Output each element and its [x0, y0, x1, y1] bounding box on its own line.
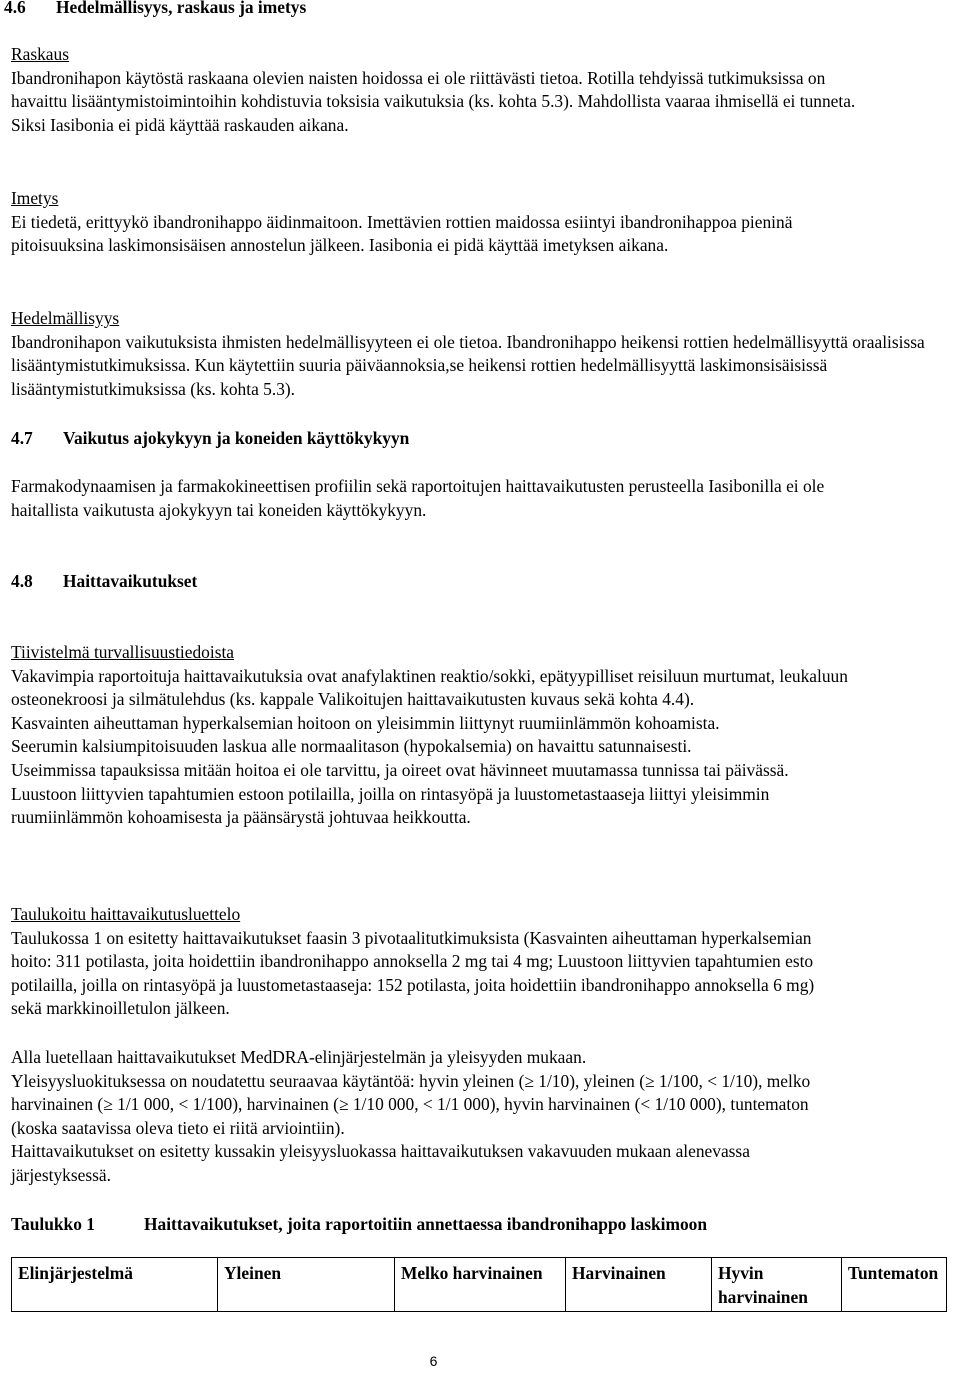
summary-paragraph-2: Kasvainten aiheuttaman hyperkalsemian hoitoon on yleisimmin liittynyt ruumiinlämmön kohoamista.: [11, 712, 720, 733]
adverse-effects-table: [11, 1257, 947, 1312]
meddra-paragraph-3: Haittavaikutukset on esitetty kussakin yleisyysluokassa haittavaikutuksen vakavuuden mukaan alenevassa järjestyksessä.: [11, 1141, 750, 1185]
list-heading: Taulukoitu haittavaikutusluettelo: [11, 904, 241, 924]
raskaus-paragraph: Ibandronihapon käytöstä raskaana olevien naisten hoidossa ei ole riittävästi tietoa. Rotilla tehdyissä tutkimuksissa on havaittu lisääntymistoimintoihin kohdistuvia toksisia vaikutuksia (ks. kohta 5.3). Mahdollista vaaraa ihmisellä ei tunneta. Siksi Iasibonia ei pidä käyttää raskauden aikana.: [11, 67, 856, 135]
section-title: Vaikutus ajokykyyn ja koneiden käyttökykyyn: [63, 428, 410, 448]
header-cell: Tuntematon: [842, 1258, 947, 1312]
section-number: 4.6: [4, 0, 26, 17]
list-paragraph: Taulukossa 1 on esitetty haittavaikutukset faasin 3 pivotaalitutkimuksista (Kasvainten aiheuttaman hyperkalsemian hoito: 311 potilasta, joita hoidettiin ibandronihappo annoksella 2 mg tai 4 mg; Luustoon liittyvien tapahtumien esto potilailla, joilla on rintasyöpä ja luustometastaaseja: 152 potilasta, joita hoidettiin ibandronihappo annoksella 6 mg) sekä markkinoilletulon jälkeen.: [11, 927, 815, 1019]
header-cell: Harvinainen: [566, 1258, 712, 1312]
table-title: Haittavaikutukset, joita raportoitiin annettaessa ibandronihappo laskimoon: [144, 1214, 708, 1234]
section-4-6-heading: [4, 0, 306, 20]
header-cell: Yleinen: [218, 1258, 395, 1312]
section-title: Hedelmällisyys, raskaus ja imetys: [56, 0, 307, 17]
section-number: 4.8: [11, 571, 33, 591]
section-4-8-heading: [11, 570, 197, 594]
section-number: 4.7: [11, 428, 33, 448]
page-number: 6: [429, 1353, 438, 1369]
table-caption: [11, 1213, 707, 1237]
section-4-7-paragraph: Farmakodynaamisen ja farmakokineettisen profiilin sekä raportoitujen haittavaikutusten perusteella Iasibonilla ei ole haitallista vaikutusta ajokykyyn tai koneiden käyttökykyyn.: [11, 476, 825, 520]
header-cell: Melko harvinainen: [395, 1258, 566, 1312]
hedelmallisyys-paragraph: Ibandronihapon vaikutuksista ihmisten hedelmällisyyteen ei ole tietoa. Ibandronihappo heikensi rottien hedelmällisyyttä oraalisissa lisääntymistutkimuksissa. Kun käytettiin suuria päiväannoksia,se heikensi rottien hedelmällisyyttä laskimonsisäisissä lisääntymistutkimuksissa (ks. kohta 5.3).: [11, 331, 925, 399]
summary-paragraph-3: Seerumin kalsiumpitoisuuden laskua alle normaalitason (hypokalsemia) on havaittu satunnaisesti.: [11, 736, 692, 757]
section-title: Haittavaikutukset: [63, 571, 198, 591]
summary-paragraph-4: Useimmissa tapauksissa mitään hoitoa ei ole tarvittu, ja oireet ovat hävinneet muutamassa tunnissa tai päivässä.: [11, 759, 789, 780]
header-cell: Hyvin harvinainen: [712, 1258, 842, 1312]
meddra-paragraph-2: Yleisyysluokituksessa on noudatettu seuraavaa käytäntöä: hyvin yleinen (≥ 1/10), yleinen (≥ 1/100, < 1/10), melko harvinainen (≥ 1/1 000, < 1/100), harvinainen (≥ 1/10 000, < 1/1 000), hyvin harvinainen (< 1/10 000), tuntematon (koska saatavissa oleva tieto ei riitä arviointiin).: [11, 1070, 811, 1138]
meddra-paragraph-1: Alla luetellaan haittavaikutukset MedDRA-elinjärjestelmän ja yleisyyden mukaan.: [11, 1047, 587, 1067]
raskaus-heading: Raskaus: [11, 44, 69, 64]
summary-paragraph-1: Vakavimpia raportoituja haittavaikutuksia ovat anafylaktinen reaktio/sokki, epätyypilliset reisiluun murtumat, leukaluun osteonekroosi ja silmätulehdus (ks. kappale Valikoitujen haittavaikutusten kuvaus sekä kohta 4.4).: [11, 665, 848, 710]
header-cell: Elinjärjestelmä: [12, 1258, 218, 1312]
table-label: Taulukko 1: [11, 1214, 95, 1234]
imetys-paragraph: Ei tiedetä, erittyykö ibandronihappo äidinmaitoon. Imettävien rottien maidossa esiintyi ibandronihappoa pieninä pitoisuuksina laskimonsisäisen annostelun jälkeen. Iasibonia ei pidä käyttää imetyksen aikana.: [11, 211, 793, 256]
summary-heading: Tiivistelmä turvallisuustiedoista: [11, 642, 235, 662]
section-4-7-heading: [11, 427, 409, 451]
imetys-heading: Imetys: [11, 188, 59, 208]
summary-paragraph-5: Luustoon liittyvien tapahtumien estoon potilailla, joilla on rintasyöpä ja luustometastaaseja liittyi yleisimmin ruumiinlämmön kohoamisesta ja päänsärystä johtuvaa heikkoutta.: [11, 783, 770, 828]
table-header-row: [12, 1258, 947, 1312]
hedelmallisyys-heading: Hedelmällisyys: [11, 308, 120, 328]
